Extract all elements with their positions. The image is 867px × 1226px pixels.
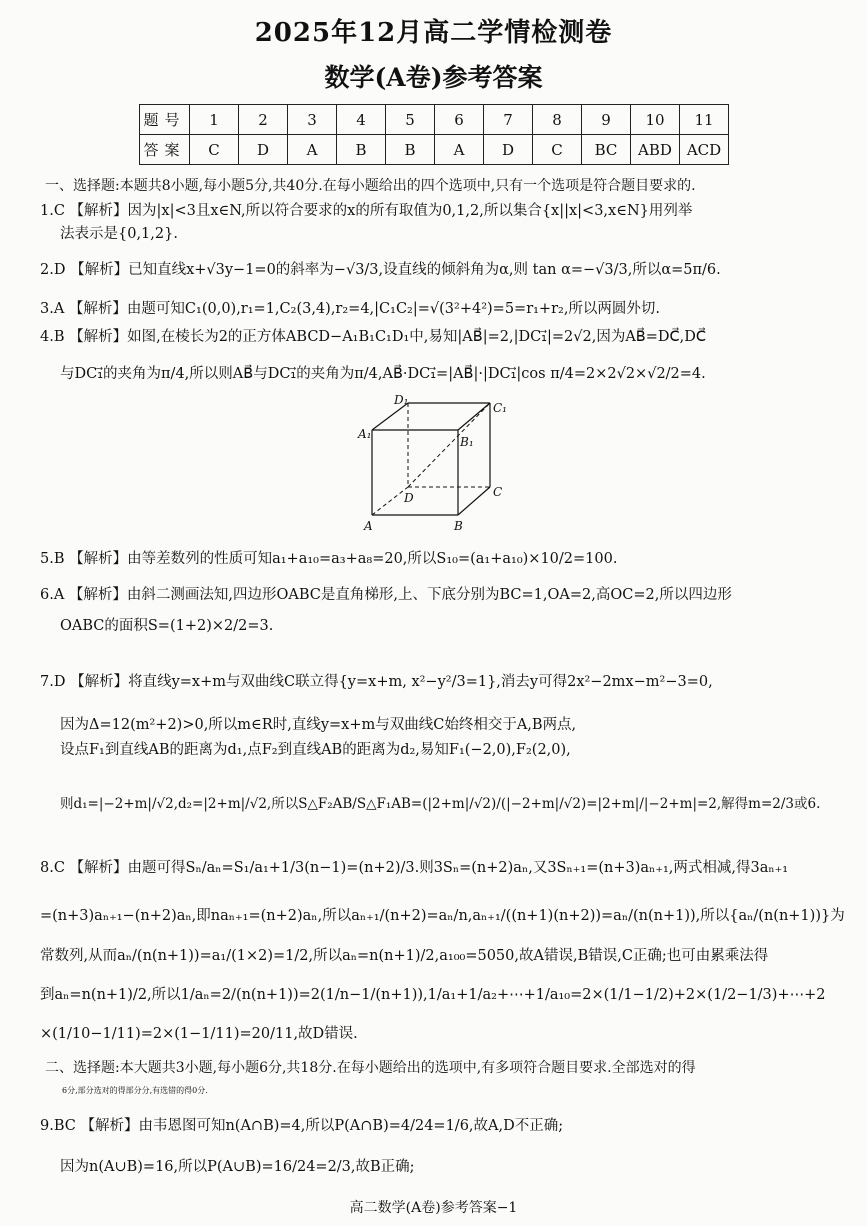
answer-q6-line1: 6.A 【解析】由斜二测画法知,四边形OABC是直角梯形,上、下底分别为BC=1,OA=2,高OC=2,所以四边形: [40, 587, 732, 603]
row-label: 答案: [140, 135, 190, 165]
answer-cell: ACD: [680, 135, 729, 165]
answer-table: [139, 104, 729, 165]
answer-q9-line1: 9.BC 【解析】由韦恩图可知n(A∩B)=4,所以P(A∩B)=4/24=1/6,故A,D不正确;: [40, 1118, 564, 1134]
answer-cell: C: [533, 135, 582, 165]
vertex-label-c1: C₁: [493, 401, 507, 415]
vertex-label-b1: B₁: [460, 435, 474, 449]
row-label: 题号: [140, 105, 190, 135]
answer-q7-line1: 7.D 【解析】将直线y=x+m与双曲线C联立得{y=x+m, x²−y²/3=1},消去y可得2x²−2mx−m²−3=0,: [40, 674, 713, 690]
question-number-cell: 7: [484, 105, 533, 135]
page-title: 2025年12月高二学情检测卷: [254, 18, 613, 48]
answer-q8-line1: 8.C 【解析】由题可得Sₙ/aₙ=S₁/a₁+1/3(n−1)=(n+2)/3.则3Sₙ=(n+2)aₙ,又3Sₙ₊₁=(n+3)aₙ₊₁,两式相减,得3aₙ₊₁: [40, 860, 789, 876]
answer-q4-line1: 4.B 【解析】如图,在棱长为2的正方体ABCD−A₁B₁C₁D₁中,易知|AB⃗|=2,|DC₁⃗|=2√2,因为AB⃗=DC⃗,DC⃗: [40, 329, 707, 345]
question-number-cell: 5: [386, 105, 435, 135]
vertex-label-d1: D₁: [394, 393, 409, 407]
edge-bc: [458, 487, 490, 515]
answer-q4-line2: 与DC₁⃗的夹角为π/4,所以则AB⃗与DC₁⃗的夹角为π/4,AB⃗·DC₁⃗=|AB⃗|·|DC₁⃗|cos π/4=2×2√2×√2/2=4.: [60, 366, 706, 382]
answer-q8-line4: 到aₙ=n(n+1)/2,所以1/aₙ=2/(n(n+1))=2(1/n−1/(n+1)),1/a₁+1/a₂+⋯+1/a₁₀=2×(1/1−1/2)+2×(1/2−1/3)+⋯+2: [40, 987, 826, 1003]
question-number-cell: 11: [680, 105, 729, 135]
answer-cell: D: [484, 135, 533, 165]
answer-cell: A: [288, 135, 337, 165]
answer-q9-line2: 因为n(A∪B)=16,所以P(A∪B)=16/24=2/3,故B正确;: [60, 1159, 415, 1175]
answer-cell: D: [239, 135, 288, 165]
answer-cell: B: [386, 135, 435, 165]
page-footer: 高二数学(A卷)参考答案−1: [349, 1200, 518, 1216]
answer-q8-line3: 常数列,从而aₙ/(n(n+1))=a₁/(1×2)=1/2,所以aₙ=n(n+1)/2,a₁₀₀=5050,故A错误,B错误,C正确;也可由累乘法得: [40, 948, 769, 964]
answer-q7-line4: 则d₁=|−2+m|/√2,d₂=|2+m|/√2,所以S△F₂AB/S△F₁AB=(|2+m|/√2)/(|−2+m|/√2)=|2+m|/|−2+m|=2,解得m=2/3或6.: [60, 796, 821, 812]
question-number-cell: 3: [288, 105, 337, 135]
vertex-label-c: C: [493, 485, 503, 499]
question-number-cell: 1: [190, 105, 239, 135]
answer-q5: 5.B 【解析】由等差数列的性质可知a₁+a₁₀=a₃+a₈=20,所以S₁₀=(a₁+a₁₀)×10/2=100.: [40, 551, 618, 567]
question-number-cell: 8: [533, 105, 582, 135]
answer-q2: 2.D 【解析】已知直线x+√3y−1=0的斜率为−√3/3,设直线的倾斜角为α,则 tan α=−√3/3,所以α=5π/6.: [40, 262, 721, 278]
vertex-label-d: D: [404, 491, 414, 505]
answer-q8-line5: ×(1/10−1/11)=2×(1−1/11)=20/11,故D错误.: [40, 1026, 358, 1042]
answer-q1-line1: 1.C 【解析】因为|x|<3且x∈N,所以符合要求的x的所有取值为0,1,2,所以集合{x||x|<3,x∈N}用列举: [40, 203, 693, 219]
section-heading-2-cont: 6分,部分选对的得部分分,有选错的得0分.: [62, 1086, 208, 1095]
question-number-cell: 2: [239, 105, 288, 135]
question-number-cell: 6: [435, 105, 484, 135]
edge-b1c1: [458, 403, 490, 430]
answer-q6-line2: OABC的面积S=(1+2)×2/2=3.: [60, 618, 274, 634]
vertex-label-b: B: [454, 519, 463, 533]
section-heading-2: 二、选择题:本大题共3小题,每小题6分,共18分.在每小题给出的选项中,有多项符合题目要求.全部选对的得: [45, 1060, 696, 1076]
vertex-label-a: A: [364, 519, 373, 533]
table-row-answers: [140, 135, 729, 165]
answer-cell: C: [190, 135, 239, 165]
answer-cell: ABD: [631, 135, 680, 165]
question-number-cell: 4: [337, 105, 386, 135]
answer-q8-line2: =(n+3)aₙ₊₁−(n+2)aₙ,即naₙ₊₁=(n+2)aₙ,所以aₙ₊₁/(n+2)=aₙ/n,aₙ₊₁/((n+1)(n+2))=aₙ/(n(n+1)),所以{aₙ/(n(n+1))}为: [40, 908, 845, 924]
answer-q1-line2: 法表示是{0,1,2}.: [60, 226, 178, 242]
cube-figure: [350, 390, 510, 535]
hidden-edge-ad: [372, 487, 408, 515]
edge-a1d1: [372, 403, 408, 430]
diagonal-dc1: [408, 403, 490, 487]
answer-q7-line3: 设点F₁到直线AB的距离为d₁,点F₂到直线AB的距离为d₂,易知F₁(−2,0),F₂(2,0),: [60, 742, 571, 758]
question-number-cell: 9: [582, 105, 631, 135]
section-heading-1: 一、选择题:本题共8小题,每小题5分,共40分.在每小题给出的四个选项中,只有一个选项是符合题目要求的.: [45, 178, 696, 194]
page-subtitle: 数学(A卷)参考答案: [324, 63, 543, 92]
answer-cell: B: [337, 135, 386, 165]
table-row-numbers: [140, 105, 729, 135]
question-number-cell: 10: [631, 105, 680, 135]
answer-q7-line2: 因为Δ=12(m²+2)>0,所以m∈R时,直线y=x+m与双曲线C始终相交于A,B两点,: [60, 717, 577, 733]
answer-cell: BC: [582, 135, 631, 165]
answer-cell: A: [435, 135, 484, 165]
answer-q3: 3.A 【解析】由题可知C₁(0,0),r₁=1,C₂(3,4),r₂=4,|C₁C₂|=√(3²+4²)=5=r₁+r₂,所以两圆外切.: [40, 301, 661, 317]
vertex-label-a1: A₁: [358, 427, 372, 441]
